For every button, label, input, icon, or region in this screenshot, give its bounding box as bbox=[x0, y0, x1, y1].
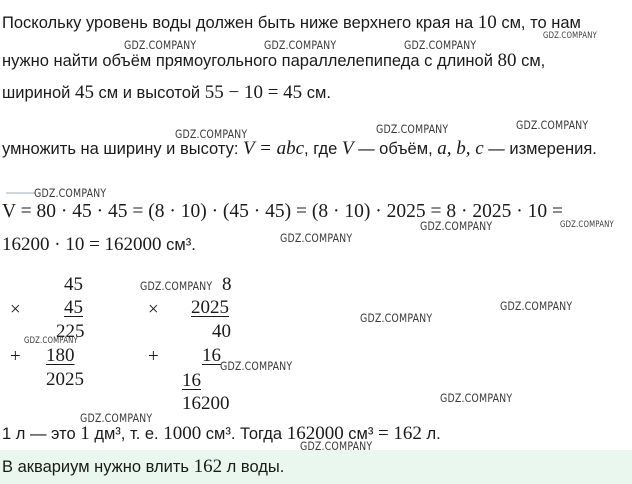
watermark: GDZ.COMPANY bbox=[300, 439, 373, 453]
watermark: GDZ.COMPANY bbox=[404, 38, 477, 52]
watermark: GDZ.COMPANY bbox=[140, 279, 213, 293]
result-line: 1 л — это 1 дм³, т. е. 1000 см³. Тогда 162000 см³ = 162 л. bbox=[2, 423, 441, 444]
watermark: GDZ.COMPANY bbox=[560, 220, 614, 230]
watermark: GDZ.COMPANY bbox=[420, 219, 493, 233]
watermark: GDZ.COMPANY bbox=[376, 122, 449, 136]
watermark: GDZ.COMPANY bbox=[500, 299, 573, 313]
col2-times-sign: × bbox=[148, 299, 159, 320]
watermark: GDZ.COMPANY bbox=[516, 118, 589, 132]
watermark: GDZ.COMPANY bbox=[360, 311, 433, 325]
col1-plus-sign: + bbox=[10, 346, 21, 367]
col1-row3: 225 bbox=[56, 321, 85, 342]
decorative-rule bbox=[6, 192, 36, 194]
number-45: 45 bbox=[74, 82, 94, 103]
volume-symbol: V bbox=[341, 138, 354, 159]
watermark: GDZ.COMPANY bbox=[80, 411, 153, 425]
paragraph-line-1: Поскольку уровень воды должен быть ниже верхнего края на 10 см, то нам bbox=[2, 12, 581, 33]
volume-formula: V = abc bbox=[243, 138, 305, 159]
watermark: GDZ.COMPANY bbox=[280, 231, 353, 245]
calculation-line-2: 16200 · 10 = 162000 см³. bbox=[2, 234, 196, 255]
watermark: GDZ.COMPANY bbox=[440, 391, 513, 405]
watermark: GDZ.COMPANY bbox=[24, 336, 78, 346]
number-10: 10 bbox=[477, 12, 497, 33]
col1-result: 2025 bbox=[46, 369, 84, 390]
number-80: 80 bbox=[497, 50, 517, 71]
col1-row4: 180 bbox=[46, 345, 75, 366]
watermark: GDZ.COMPANY bbox=[220, 359, 293, 373]
watermark: GDZ.COMPANY bbox=[124, 38, 197, 52]
watermark: GDZ.COMPANY bbox=[34, 186, 107, 200]
watermark: GDZ.COMPANY bbox=[264, 38, 337, 52]
answer-box bbox=[0, 450, 632, 484]
col1-times-sign: × bbox=[10, 299, 21, 320]
col2-row1: 8 bbox=[222, 274, 232, 295]
col2-row4: 16 bbox=[202, 345, 221, 366]
watermark: GDZ.COMPANY bbox=[543, 31, 597, 41]
col2-row3: 40 bbox=[212, 321, 231, 342]
col2-row5: 16 bbox=[182, 370, 201, 391]
paragraph-line-3: шириной 45 см и высотой 55 − 10 = 45 см. bbox=[2, 82, 331, 103]
height-expression: 55 − 10 = 45 bbox=[204, 82, 303, 103]
col2-result: 16200 bbox=[182, 393, 230, 414]
paragraph-line-2: нужно найти объём прямоугольного параллелепипеда с длиной 80 см, bbox=[2, 50, 546, 71]
dimension-symbols: a, b, c bbox=[437, 138, 484, 159]
col2-plus-sign: + bbox=[148, 346, 159, 367]
calculation-line-1: V = 80 · 45 · 45 = (8 · 10) · (45 · 45) = (8 · 10) · 2025 = 8 · 2025 · 10 = bbox=[2, 201, 563, 222]
watermark: GDZ.COMPANY bbox=[175, 127, 248, 141]
col1-row1: 45 bbox=[64, 274, 83, 295]
col2-row2: 2025 bbox=[191, 297, 229, 318]
col1-row2: 45 bbox=[64, 297, 83, 318]
paragraph-line-4: умножить на ширину и высоту: V = abc, где V — объём, a, b, c — измерения. bbox=[2, 138, 597, 159]
answer-text: В аквариум нужно влить 162 л воды. bbox=[2, 456, 285, 477]
